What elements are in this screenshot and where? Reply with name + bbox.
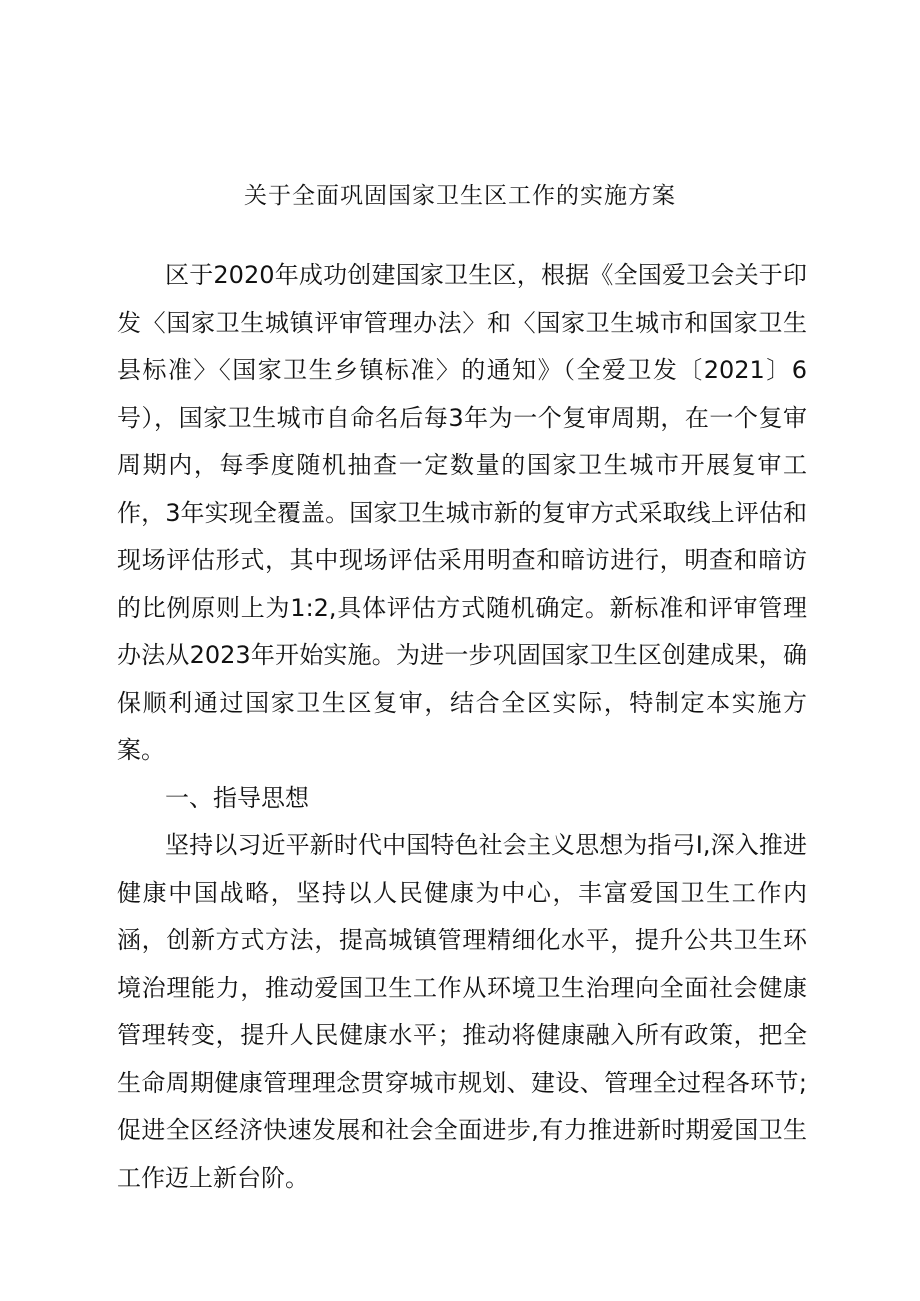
- guiding-ideology-paragraph: 坚持以习近平新时代中国特色社会主义思想为指弓I,深入推进健康中国战略，坚持以人民健康为中心，丰富爱国卫生工作内涵，创新方式方法，提高城镇管理精细化水平，提升公共卫生环境治理能力，推动爱国卫生工作从环境卫生治理向全面社会健康管理转变，提升人民健康水平；推动将健康融入所有政策，把全生命周期健康管理理念贯穿城市规划、建设、管理全过程各环节;促进全区经济快速发展和社会全面进步,有力推进新时期爱国卫生工作迈上新台阶。: [117, 831, 807, 1192]
- intro-paragraph: 区于2020年成功创建国家卫生区，根据《全国爱卫会关于印发〈国家卫生城镇评审管理办法〉和〈国家卫生城市和国家卫生县标准〉〈国家卫生乡镇标准〉的通知》（全爱卫发〔2021〕6号），国家卫生城市自命名后每3年为一个复审周期，在一个复审周期内，每季度随机抽查一定数量的国家卫生城市开展复审工作，3年实现全覆盖。国家卫生城市新的复审方式采取线上评估和现场评估形式，其中现场评估采用明查和暗访进行，明查和暗访的比例原则上为1:2,具体评估方式随机确定。新标准和评审管理办法从2023年开始实施。为进一步巩固国家卫生区创建成果，确保顺利通过国家卫生区复审，结合全区实际，特制定本实施方案。: [117, 261, 807, 764]
- document-body: [117, 252, 807, 1202]
- section-heading-guiding-ideology: 一、指导思想: [165, 783, 309, 812]
- document-title: 关于全面巩固国家卫生区工作的实施方案: [244, 183, 676, 209]
